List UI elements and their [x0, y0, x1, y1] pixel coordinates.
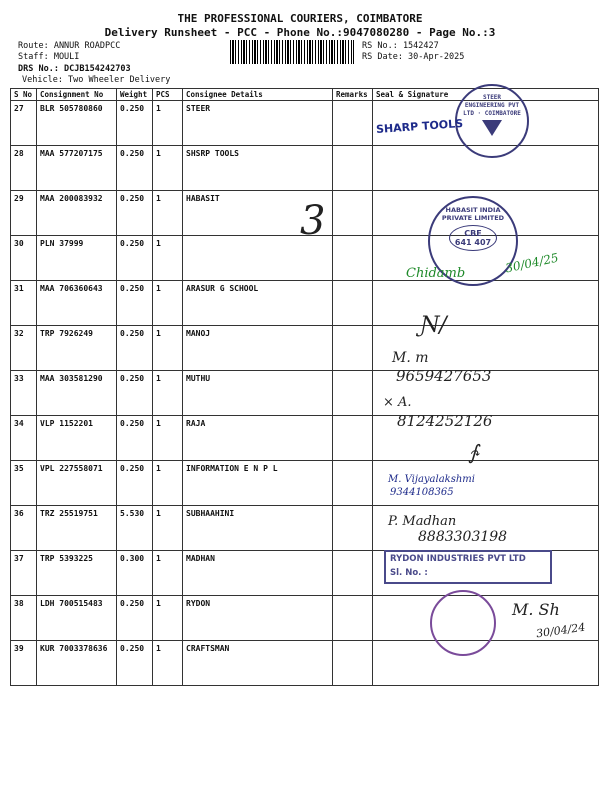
- col-sno: S No: [11, 89, 37, 101]
- cell-sno: 38: [11, 596, 37, 641]
- cell-pcs: 1: [153, 326, 183, 371]
- cell-weight: 5.530: [117, 506, 153, 551]
- cell-remarks: [333, 326, 373, 371]
- cell-remarks: [333, 506, 373, 551]
- company-name: THE PROFESSIONAL COURIERS, COIMBATORE: [177, 12, 423, 25]
- table-row: [11, 641, 599, 686]
- habasit-stamp-text: HABASIT INDIA PRIVATE LIMITED: [441, 206, 505, 222]
- table-row: [11, 461, 599, 506]
- table-row: [11, 416, 599, 461]
- cell-pcs: 1: [153, 596, 183, 641]
- signature-32: Ɲ/: [420, 313, 447, 338]
- cell-pcs: 1: [153, 101, 183, 146]
- signature-39: M. Sh: [512, 600, 560, 619]
- cell-remarks: [333, 596, 373, 641]
- staff-label: Staff: MOULI: [18, 52, 80, 62]
- cell-weight: 0.300: [117, 551, 153, 596]
- steer-stamp: [455, 84, 529, 158]
- date-39: 30/04/24: [535, 620, 587, 641]
- runsheet-table: [10, 88, 599, 686]
- cell-sno: 39: [11, 641, 37, 686]
- cell-pcs: 1: [153, 236, 183, 281]
- rydon-stamp: [384, 550, 552, 584]
- cell-remarks: [333, 641, 373, 686]
- table-row: [11, 281, 599, 326]
- cell-consignment: PLN 37999: [37, 236, 117, 281]
- signature-31: Chidamb: [406, 266, 466, 281]
- date-31: 30/04/25: [504, 250, 560, 276]
- cell-weight: 0.250: [117, 281, 153, 326]
- cell-pcs: 1: [153, 461, 183, 506]
- cell-consignee: HABASIT: [183, 191, 333, 236]
- signature-35: ∱: [468, 440, 479, 464]
- cell-consignee: MUTHU: [183, 371, 333, 416]
- cell-pcs: 1: [153, 641, 183, 686]
- drs-label: DRS No.: DCJB154242703: [18, 64, 131, 74]
- cell-consignment: VLP 1152201: [37, 416, 117, 461]
- cell-weight: 0.250: [117, 641, 153, 686]
- cell-pcs: 1: [153, 281, 183, 326]
- cell-consignee: STEER: [183, 101, 333, 146]
- cell-sno: 37: [11, 551, 37, 596]
- cell-consignee: MADHAN: [183, 551, 333, 596]
- cell-remarks: [333, 101, 373, 146]
- cell-consignment: TRP 7926249: [37, 326, 117, 371]
- barcode-image: [230, 40, 354, 64]
- cell-remarks: [333, 371, 373, 416]
- cell-sno: 33: [11, 371, 37, 416]
- cell-sno: 29: [11, 191, 37, 236]
- cell-sno: 28: [11, 146, 37, 191]
- cell-pcs: 1: [153, 371, 183, 416]
- cell-pcs: 1: [153, 416, 183, 461]
- handwritten-mark: 3: [300, 198, 326, 244]
- cell-consignment: BLR 505780860: [37, 101, 117, 146]
- cell-consignment: KUR 7003378636: [37, 641, 117, 686]
- cell-consignment: VPL 227558071: [37, 461, 117, 506]
- cell-remarks: [333, 416, 373, 461]
- sharp-tools-stamp: SHARP TOOLS: [375, 116, 464, 137]
- cell-consignee: CRAFTSMAN: [183, 641, 333, 686]
- phone-33: 9659427653: [396, 367, 492, 385]
- cell-consignment: TRP 5393225: [37, 551, 117, 596]
- cell-remarks: [333, 281, 373, 326]
- cell-remarks: [333, 191, 373, 236]
- runsheet-subtitle: Delivery Runsheet - PCC - Phone No.:9047080280 - Page No.:3: [104, 26, 496, 39]
- cell-consignee: RYDON: [183, 596, 333, 641]
- cell-weight: 0.250: [117, 191, 153, 236]
- cell-seal: [373, 641, 599, 686]
- route-label: Route: ANNUR ROADPCC: [18, 41, 121, 51]
- cell-consignee: ARASUR G SCHOOL: [183, 281, 333, 326]
- cell-weight: 0.250: [117, 236, 153, 281]
- cell-consignment: MAA 577207175: [37, 146, 117, 191]
- cell-weight: 0.250: [117, 461, 153, 506]
- cell-weight: 0.250: [117, 371, 153, 416]
- cell-consignee: RAJA: [183, 416, 333, 461]
- rydon-serial: Sl. No. :: [390, 568, 428, 578]
- col-remarks: Remarks: [333, 89, 373, 101]
- cell-pcs: 1: [153, 191, 183, 236]
- rs-date: RS Date: 30-Apr-2025: [362, 52, 465, 62]
- col-pcs: PCS: [153, 89, 183, 101]
- cell-sno: 36: [11, 506, 37, 551]
- cell-pcs: 1: [153, 146, 183, 191]
- cell-consignment: MAA 706360643: [37, 281, 117, 326]
- cell-consignment: LDH 700515483: [37, 596, 117, 641]
- cell-consignee: INFORMATION E N P L: [183, 461, 333, 506]
- cell-pcs: 1: [153, 506, 183, 551]
- cell-remarks: [333, 146, 373, 191]
- cell-remarks: [333, 551, 373, 596]
- cell-consignee: MANOJ: [183, 326, 333, 371]
- phone-36: 9344108365: [390, 487, 454, 498]
- table-row: [11, 596, 599, 641]
- cell-weight: 0.250: [117, 326, 153, 371]
- phone-34: 8124252126: [397, 412, 493, 430]
- signature-34: × A.: [383, 395, 412, 410]
- cell-sno: 35: [11, 461, 37, 506]
- signature-37: P. Madhan: [388, 514, 457, 529]
- signature-36: M. Vijayalakshmi: [388, 474, 475, 485]
- steer-stamp-text: STEER ENGINEERING PVT LTD · COIMBATORE: [463, 94, 521, 117]
- craftsman-stamp: [430, 590, 496, 656]
- col-seal: Seal & Signature: [373, 89, 599, 101]
- col-consignee: Consignee Details: [183, 89, 333, 101]
- cell-consignment: TRZ 25519751: [37, 506, 117, 551]
- cell-seal: [373, 281, 599, 326]
- cell-remarks: [333, 461, 373, 506]
- steer-logo-icon: [482, 120, 502, 136]
- cell-sno: 34: [11, 416, 37, 461]
- cell-weight: 0.250: [117, 146, 153, 191]
- table-row: [11, 371, 599, 416]
- col-consignment: Consignment No: [37, 89, 117, 101]
- table-row: [11, 506, 599, 551]
- habasit-pin: 641 407: [454, 238, 492, 247]
- cell-sno: 31: [11, 281, 37, 326]
- cell-sno: 27: [11, 101, 37, 146]
- cell-sno: 32: [11, 326, 37, 371]
- cell-remarks: [333, 236, 373, 281]
- rydon-stamp-text: RYDON INDUSTRIES PVT LTD: [390, 554, 526, 564]
- cell-sno: 30: [11, 236, 37, 281]
- cell-consignee: SUBHAAHINI: [183, 506, 333, 551]
- cell-weight: 0.250: [117, 596, 153, 641]
- cell-weight: 0.250: [117, 101, 153, 146]
- signature-33: M. m: [392, 350, 429, 366]
- table-row: [11, 326, 599, 371]
- cell-consignment: MAA 303581290: [37, 371, 117, 416]
- col-weight: Weight: [117, 89, 153, 101]
- cell-consignment: MAA 200083932: [37, 191, 117, 236]
- vehicle-label: Vehicle: Two Wheeler Delivery: [22, 75, 171, 85]
- habasit-city: CBE: [464, 229, 482, 238]
- cell-weight: 0.250: [117, 416, 153, 461]
- phone-37: 8883303198: [418, 529, 508, 545]
- rs-number: RS No.: 1542427: [362, 41, 439, 51]
- cell-consignee: SHSRP TOOLS: [183, 146, 333, 191]
- cell-pcs: 1: [153, 551, 183, 596]
